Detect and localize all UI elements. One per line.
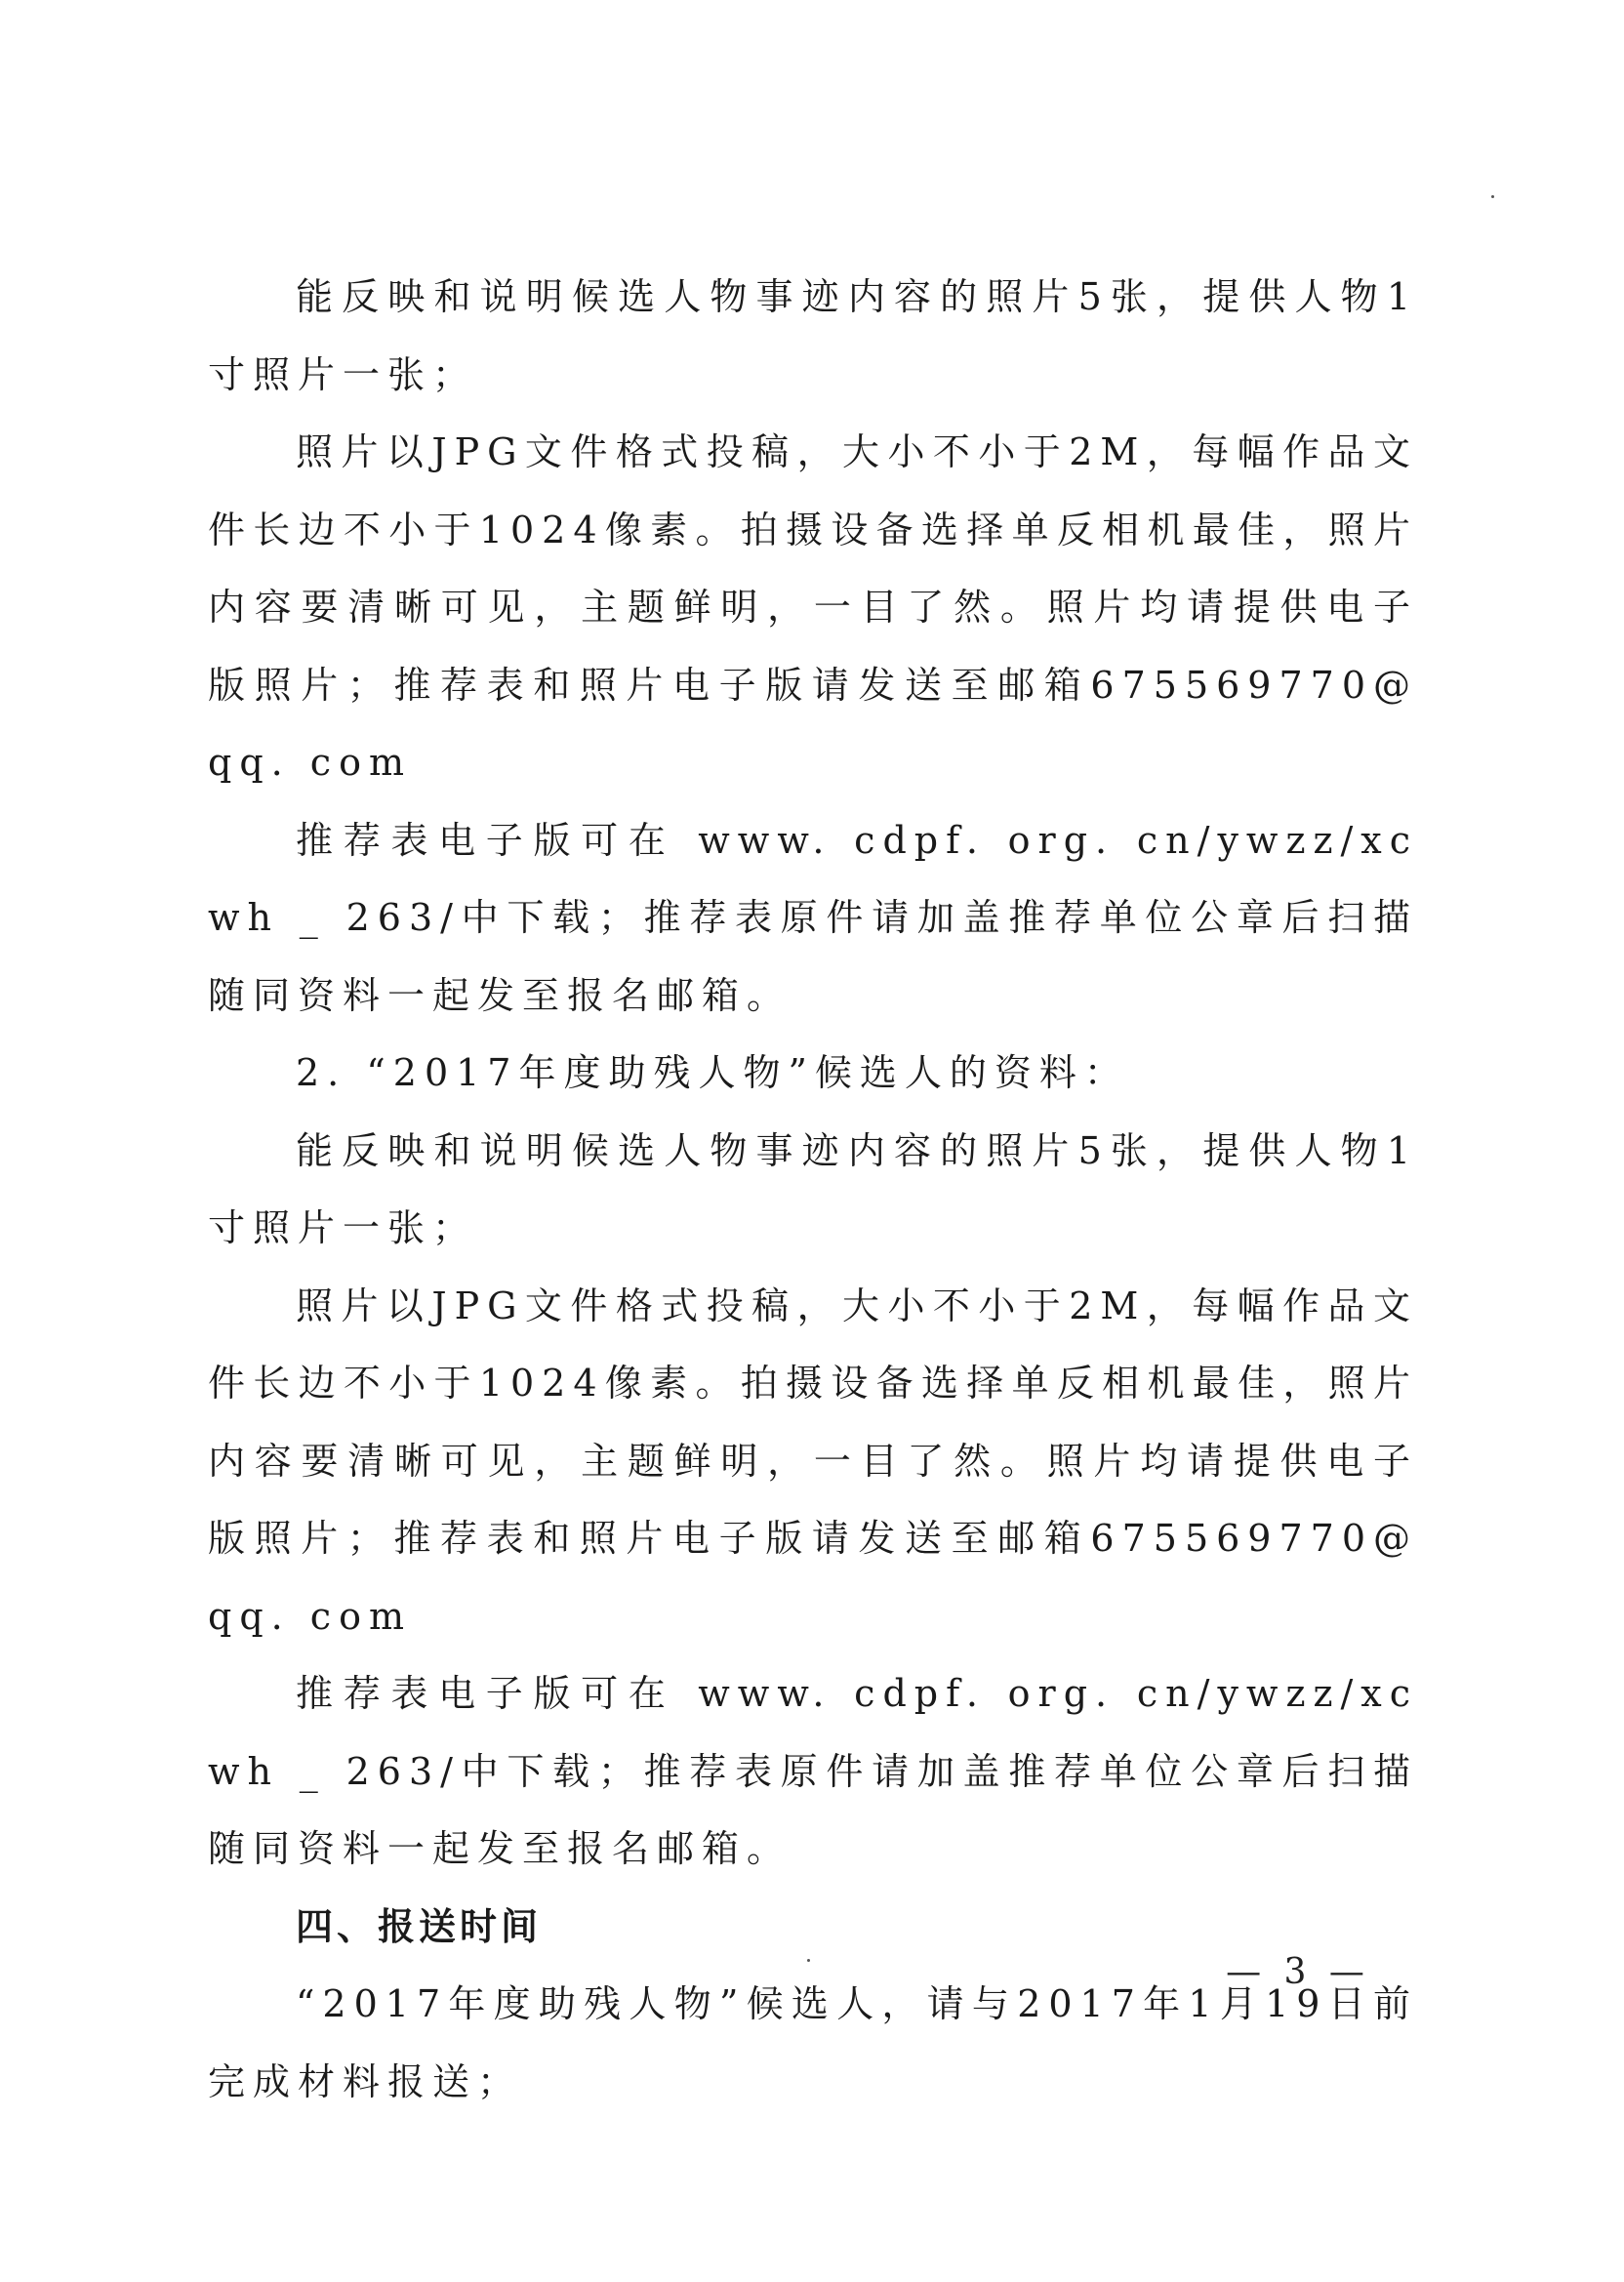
paragraph-download-info-2: 推荐表电子版可在 www. cdpf. org. cn/ywzz/xcwh _ 263/中下载；推荐表原件请加盖推荐单位公章后扫描随同资料一起发至报名邮箱。: [208, 1672, 1418, 1870]
document-body: [208, 259, 1418, 2121]
paragraph-deadline: “2017年度助残人物”候选人，请与2017年1月19日前完成材料报送；: [208, 1982, 1418, 2103]
paragraph-photo-requirements-1: 能反映和说明候选人物事迹内容的照片5张，提供人物1寸照片一张；: [208, 275, 1418, 396]
scan-speck: [1491, 195, 1494, 198]
paragraph-download-info-1: 推荐表电子版可在 www. cdpf. org. cn/ywzz/xcwh _ 263/中下载；推荐表原件请加盖推荐单位公章后扫描随同资料一起发至报名邮箱。: [208, 818, 1418, 1017]
paragraph-section-item-2: 2. “2017年度助残人物”候选人的资料：: [296, 1051, 1129, 1094]
page-number: — 3 —: [1226, 1952, 1370, 1992]
paragraph-photo-requirements-2: 能反映和说明候选人物事迹内容的照片5张，提供人物1寸照片一张；: [208, 1128, 1418, 1249]
section-heading: 四、报送时间: [296, 1904, 543, 1948]
paragraph-photo-format-1: 照片以JPG文件格式投稿，大小不小于2M，每幅作品文件长边不小于1024像素。拍摄设备选择单反相机最佳，照片内容要清晰可见，主题鲜明，一目了然。照片均请提供电子版照片；推荐表和照片电子版请发送至邮箱675569770@qq. com: [208, 430, 1418, 784]
scan-speck: [807, 1959, 810, 1962]
paragraph-photo-format-2: 照片以JPG文件格式投稿，大小不小于2M，每幅作品文件长边不小于1024像素。拍摄设备选择单反相机最佳，照片内容要清晰可见，主题鲜明，一目了然。照片均请提供电子版照片；推荐表和照片电子版请发送至邮箱675569770@qq. com: [208, 1284, 1418, 1638]
